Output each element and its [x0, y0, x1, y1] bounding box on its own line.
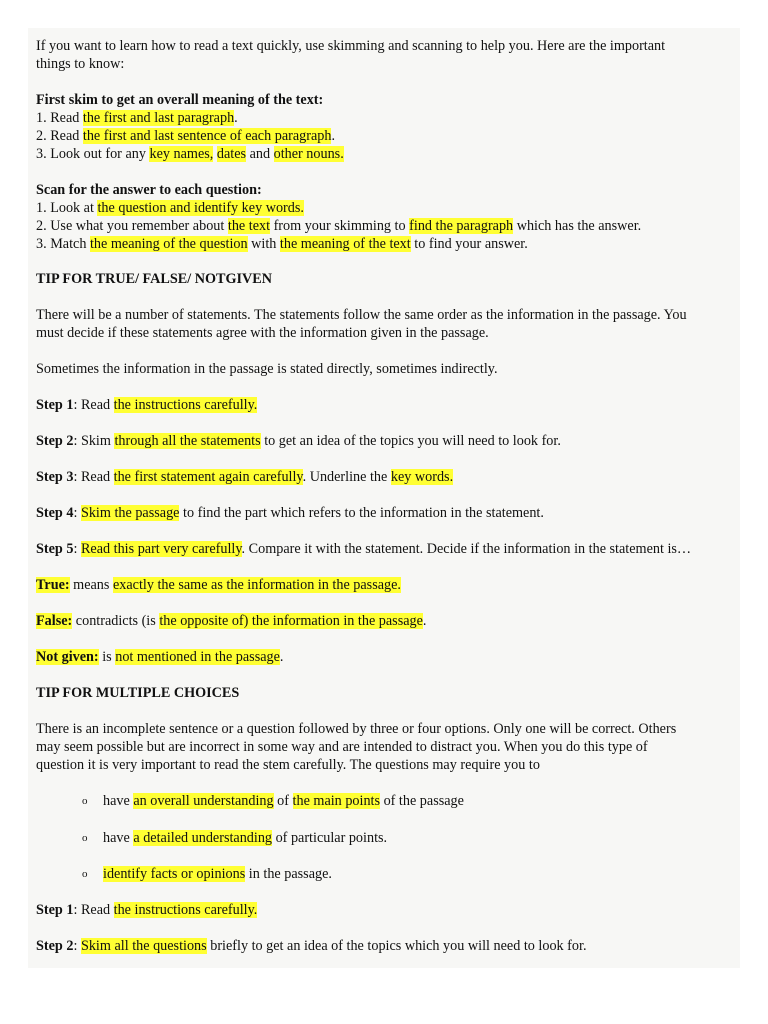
mc-para-line-3: question it is very important to read the stem carefully. The questions may require you to — [36, 757, 540, 773]
mc-bullet-2: have a detailed understanding of particular points. — [103, 830, 388, 846]
mc-para-line-1: There is an incomplete sentence or a question followed by three or four options. Only one will be correct. Others — [36, 721, 677, 737]
bullet-icon: o — [82, 795, 88, 807]
skim-step-2: 2. Read the first and last sentence of each paragraph. — [36, 128, 335, 144]
bullet-icon: o — [82, 868, 88, 880]
intro-line-2: things to know: — [36, 56, 125, 72]
mc-bullet-1: have an overall understanding of the main points of the passage — [103, 793, 464, 809]
tf-heading: TIP FOR TRUE/ FALSE/ NOTGIVEN — [36, 271, 272, 287]
scan-step-3: 3. Match the meaning of the question with the meaning of the text to find your answer. — [36, 236, 528, 252]
tf-notgiven-definition: Not given: is not mentioned in the passage. — [36, 649, 284, 665]
intro-line-1: If you want to learn how to read a text quickly, use skimming and scanning to help you. Here are the important — [36, 38, 666, 54]
mc-bullet-3: identify facts or opinions in the passage. — [103, 866, 332, 882]
scan-heading: Scan for the answer to each question: — [36, 182, 262, 198]
tf-false-definition: False: contradicts (is the opposite of) the information in the passage. — [36, 613, 427, 629]
mc-para-line-2: may seem possible but are incorrect in some way and are intended to distract you. When you do this type of — [36, 739, 648, 755]
mc-step-2: Step 2: Skim all the questions briefly to get an idea of the topics which you will need to look for. — [36, 938, 587, 954]
mc-step-1: Step 1: Read the instructions carefully. — [36, 902, 258, 918]
skim-step-1: 1. Read the first and last paragraph. — [36, 110, 238, 126]
tf-step-4: Step 4: Skim the passage to find the part which refers to the information in the statement. — [36, 505, 544, 521]
tf-step-1: Step 1: Read the instructions carefully. — [36, 397, 258, 413]
tf-step-5: Step 5: Read this part very carefully. Compare it with the statement. Decide if the information in the statement is… — [36, 541, 692, 557]
tf-para-1-line-1: There will be a number of statements. The statements follow the same order as the information in the passage. You — [36, 307, 687, 323]
tf-para-1-line-2: must decide if these statements agree with the information given in the passage. — [36, 325, 489, 341]
document-page — [28, 28, 740, 968]
skim-heading: First skim to get an overall meaning of the text: — [36, 92, 324, 108]
tf-true-definition: True: means exactly the same as the information in the passage. — [36, 577, 401, 593]
tf-step-3: Step 3: Read the first statement again carefully. Underline the key words. — [36, 469, 454, 485]
tf-step-2: Step 2: Skim through all the statements to get an idea of the topics you will need to look for. — [36, 433, 561, 449]
tf-para-2: Sometimes the information in the passage is stated directly, sometimes indirectly. — [36, 361, 498, 377]
scan-step-1: 1. Look at the question and identify key words. — [36, 200, 304, 216]
mc-heading: TIP FOR MULTIPLE CHOICES — [36, 685, 240, 701]
skim-step-3: 3. Look out for any key names, dates and other nouns. — [36, 146, 344, 162]
bullet-icon: o — [82, 832, 88, 844]
scan-step-2: 2. Use what you remember about the text from your skimming to find the paragraph which has the answer. — [36, 218, 642, 234]
